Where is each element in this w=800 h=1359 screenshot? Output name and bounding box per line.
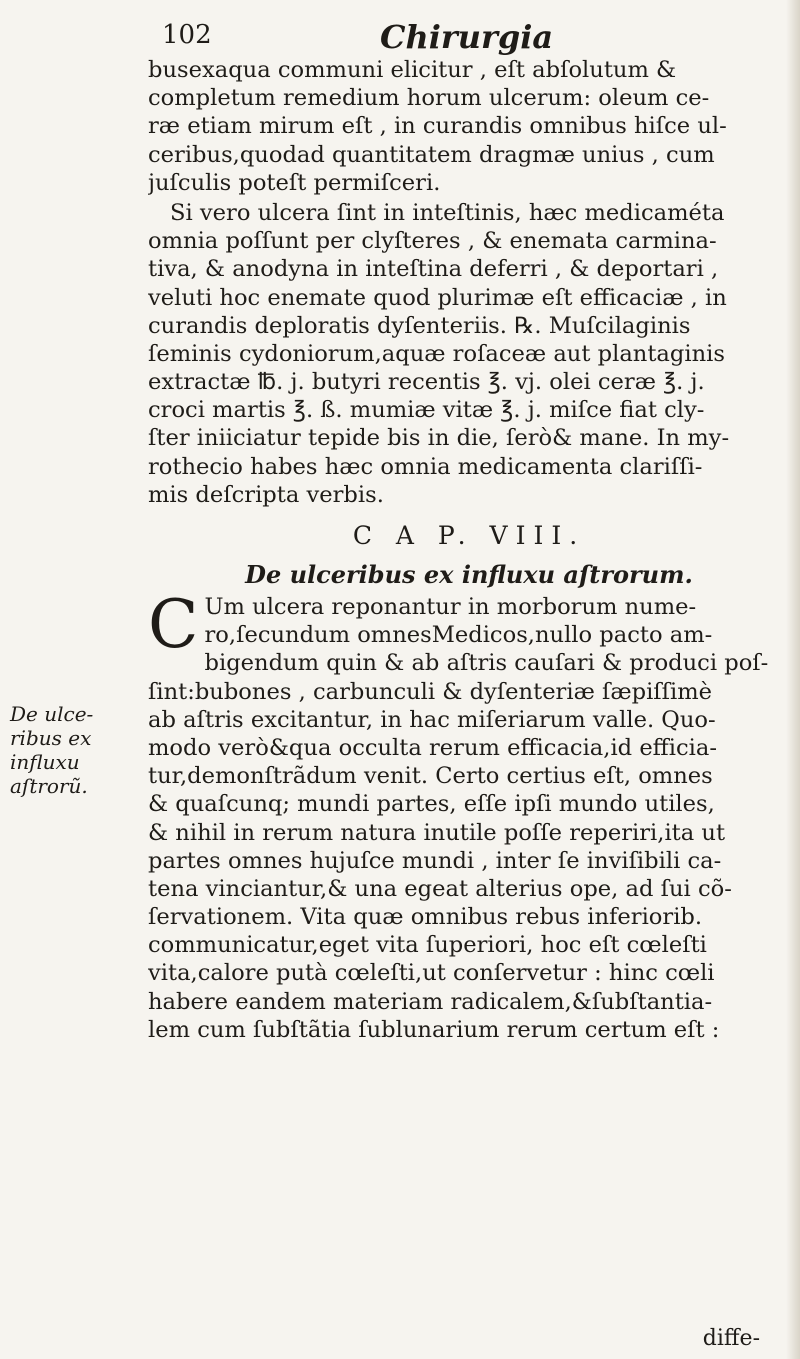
text-line: tur,demonſtrãdum venit. Certo certius eſt, omnes [148,763,713,790]
text-line: mis deſcripta verbis. [148,481,384,508]
text-line: vita,calore putà cœleſti,ut conſervetur : hinc cœli [148,960,715,987]
chapter-label: C A P. VIII. [352,521,586,550]
text-line: modo verò&qua occulta rerum efficacia,id efficia- [148,734,717,761]
text-line: bigendum quin & ab aſtris cauſari & produci poſ- [204,650,769,677]
marginal-note [10,702,130,798]
text-line: completum remedium horum ulcerum: oleum ce- [148,85,710,112]
text-line: ab aſtris excitantur, in hac miſeriarum valle. Quo- [148,706,716,733]
text-line: ſter iniiciatur tepide bis in die, ſerò& mane. In my- [148,425,730,452]
text-line: Um ulcera reponantur in morborum nume- [204,594,697,620]
text-line: habere eandem materiam radicalem,&ſubſtantia- [148,988,713,1015]
text-line: veluti hoc enemate quod plurimæ eſt efficaciæ , in [148,284,727,311]
text-line: croci martis ℥. ß. mumiæ vitæ ℥. j. miſce fiat cly- [148,397,705,424]
text-line: tiva, & anodyna in inteſtina deferri , & deportari , [148,256,719,283]
text-line: & nihil in rerum natura inutile poſſe reperiri,ita ut [148,819,726,846]
text-line: partes omnes hujuſce mundi , inter ſe inviſibili ca- [148,847,722,874]
page-body [148,56,790,1044]
text-line: ſervationem. Vita quæ omnibus rebus inferiorib. [148,904,703,931]
paragraph-1 [148,56,790,197]
text-line: rothecio habes hæc omnia medicamenta clariſſi- [148,453,703,480]
running-head: Chirurgia [380,18,554,56]
text-line: ceribus,quodad quantitatem dragmæ unius , cum [148,141,715,168]
marginal-note-line: De ulce- [10,702,94,726]
text-line: curandis deploratis dyſenteriis. ℞. Muſcilaginis [148,312,691,339]
chapter-title: De ulceribus ex influxu aſtrorum. [245,560,693,589]
text-line: Si vero ulcera ſint in inteſtinis, hæc medicaméta [170,199,725,226]
text-line: communicatur,eget vita ſuperiori, hoc eſt cœleſti [148,932,707,959]
text-line: tena vinciantur,& una egeat alterius ope, ad ſui cõ- [148,875,732,902]
paragraph-2 [148,199,790,509]
text-line: extractæ ℔. j. butyri recentis ℥. vj. olei ceræ ℥. j. [148,369,705,396]
page-number: 102 [162,20,212,50]
text-line: ro,ſecundum omnesMedicos,nullo pacto am- [204,622,713,649]
marginal-note-line: aſtrorũ. [10,774,88,798]
paragraph-3 [148,586,790,1044]
marginal-note-line: influxu [10,750,80,774]
text-line: & quaſcunq; mundi partes, eſſe ipſi mundo utiles, [148,791,715,818]
text-line: lem cum ſubſtãtia ſublunarium rerum certum eſt : [148,1016,720,1043]
text-line: busexaqua communi elicitur , eſt abſolutum & [148,57,677,83]
text-line: ſeminis cydoniorum,aquæ roſaceæ aut plantaginis [148,340,725,367]
catchword: diffe- [702,1326,760,1351]
marginal-note-line: ribus ex [10,726,92,750]
page-header [150,18,790,58]
text-line: ſint:bubones , carbunculi & dyſenteriæ ſæpiſſimè [148,678,713,705]
text-line: omnia poſſunt per clyſteres , & enemata carmina- [148,228,717,255]
text-line: ræ etiam mirum eſt , in curandis omnibus hiſce ul- [148,113,727,140]
drop-cap: C [148,586,199,663]
text-line: juſculis poteſt permiſceri. [148,169,441,196]
